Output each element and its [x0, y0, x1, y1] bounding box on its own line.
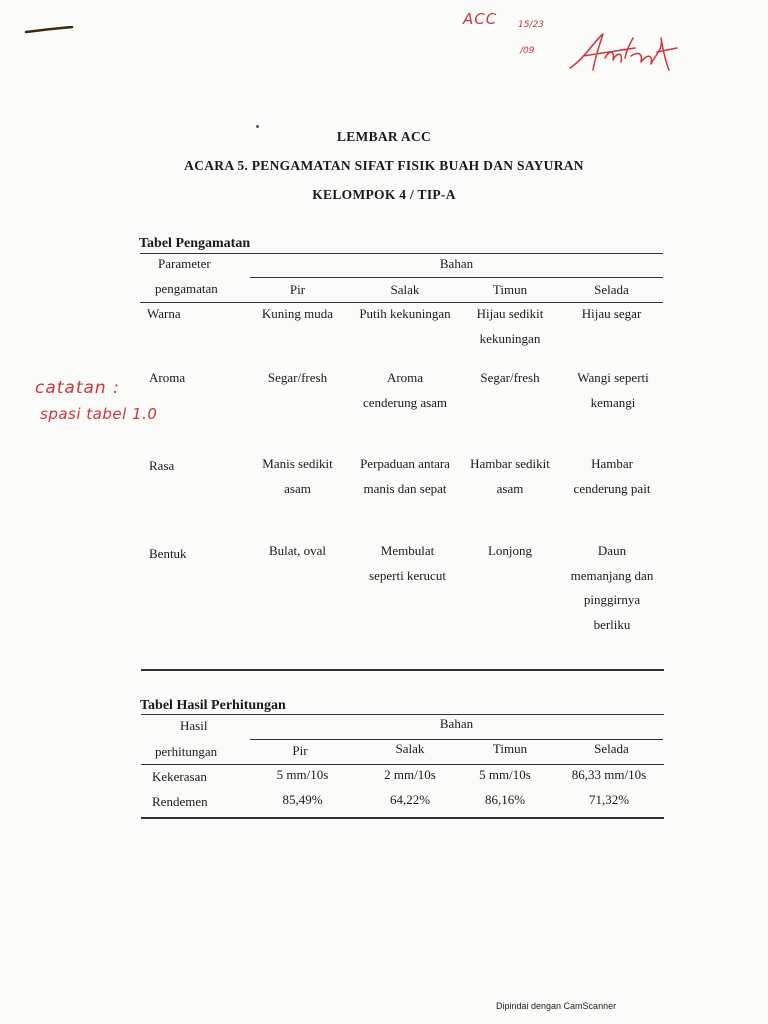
cell-bentuk-pir: Bulat, oval — [268, 543, 327, 558]
row-param-rasa: Rasa — [149, 458, 175, 473]
calculation-table-caption: Tabel Hasil Perhitungan — [140, 698, 286, 713]
handwritten-note-line1: catatan : — [35, 378, 120, 398]
scanner-watermark: Dipindai dengan CamScanner — [496, 1001, 617, 1011]
calc-cell-kekerasan-salak: 2 mm/10s — [384, 767, 436, 782]
row-param-aroma: Aroma — [149, 370, 186, 385]
param-header-line1: Parameter — [158, 256, 211, 271]
calc-param-header-line2: perhitungan — [155, 744, 218, 759]
cell-aroma-timun: Segar/fresh — [480, 370, 540, 385]
group-header: Bahan — [439, 256, 474, 271]
document-group: KELOMPOK 4 / TIP-A — [312, 187, 456, 202]
cell-rasa-selada: Hambar cenderung pait — [573, 456, 651, 496]
calc-column-header-timun: Timun — [492, 741, 528, 756]
cell-aroma-pir: Segar/fresh — [267, 370, 328, 385]
cell-bentuk-selada: Daun memanjang dan pinggirnya berliku — [570, 543, 654, 632]
param-header-line2: pengamatan — [155, 281, 218, 296]
cell-warna-pir: Kuning muda — [261, 306, 334, 321]
cell-bentuk-timun: Lonjong — [487, 543, 533, 558]
cell-warna-timun: Hijau sedikit kekuningan — [476, 306, 544, 346]
observation-table-caption: Tabel Pengamatan — [139, 236, 251, 251]
document-subtitle: ACARA 5. PENGAMATAN SIFAT FISIK BUAH DAN SAYURAN — [184, 158, 584, 173]
calc-cell-rendemen-timun: 86,16% — [484, 792, 526, 807]
calc-param-header-line1: Hasil — [180, 718, 208, 733]
cell-bentuk-salak: Membulat seperti kerucut — [369, 543, 446, 583]
document-title: LEMBAR ACC — [336, 129, 432, 144]
column-header-timun: Timun — [492, 282, 528, 297]
cell-rasa-timun: Hambar sedikit asam — [470, 456, 550, 496]
date-handwritten-top: 15/23 — [518, 20, 544, 30]
cell-warna-salak: Putih kekuningan — [359, 306, 451, 321]
calc-cell-kekerasan-pir: 5 mm/10s — [276, 767, 329, 782]
column-header-salak: Salak — [390, 282, 420, 297]
handwritten-note-line2: spasi tabel 1.0 — [40, 405, 158, 423]
cell-rasa-salak: Perpaduan antara manis dan sepat — [360, 456, 450, 496]
row-param-warna: Warna — [147, 306, 181, 321]
cell-aroma-salak: Aroma cenderung asam — [362, 370, 448, 410]
calc-column-header-pir: Pir — [292, 743, 308, 758]
calc-cell-rendemen-selada: 71,32% — [588, 792, 630, 807]
column-header-selada: Selada — [594, 282, 629, 297]
row-param-bentuk: Bentuk — [149, 546, 187, 561]
calc-cell-rendemen-pir: 85,49% — [282, 792, 323, 807]
calc-row-param-rendemen: Rendemen — [152, 794, 208, 809]
calc-column-header-selada: Selada — [594, 741, 629, 756]
calc-row-param-kekerasan: Kekerasan — [152, 769, 207, 784]
column-header-pir: Pir — [289, 282, 306, 297]
signature-image — [565, 28, 685, 76]
pen-stroke-mark — [24, 26, 74, 34]
cell-aroma-selada: Wangi seperti kemangi — [577, 370, 649, 410]
calc-table-bottom-rule — [141, 817, 664, 819]
calc-cell-rendemen-salak: 64,22% — [389, 792, 431, 807]
calc-column-header-salak: Salak — [395, 741, 425, 756]
calc-cell-kekerasan-selada: 86,33 mm/10s — [571, 767, 647, 782]
calc-group-header: Bahan — [439, 716, 474, 731]
table-bottom-rule — [141, 669, 664, 671]
calc-cell-kekerasan-timun: 5 mm/10s — [479, 767, 531, 782]
acc-handwritten-mark: ACC — [463, 10, 498, 28]
cell-rasa-pir: Manis sedikit asam — [262, 456, 333, 496]
date-handwritten-bottom: /09 — [520, 46, 535, 56]
cell-warna-selada: Hijau segar — [581, 306, 642, 321]
scan-speck — [256, 125, 259, 128]
